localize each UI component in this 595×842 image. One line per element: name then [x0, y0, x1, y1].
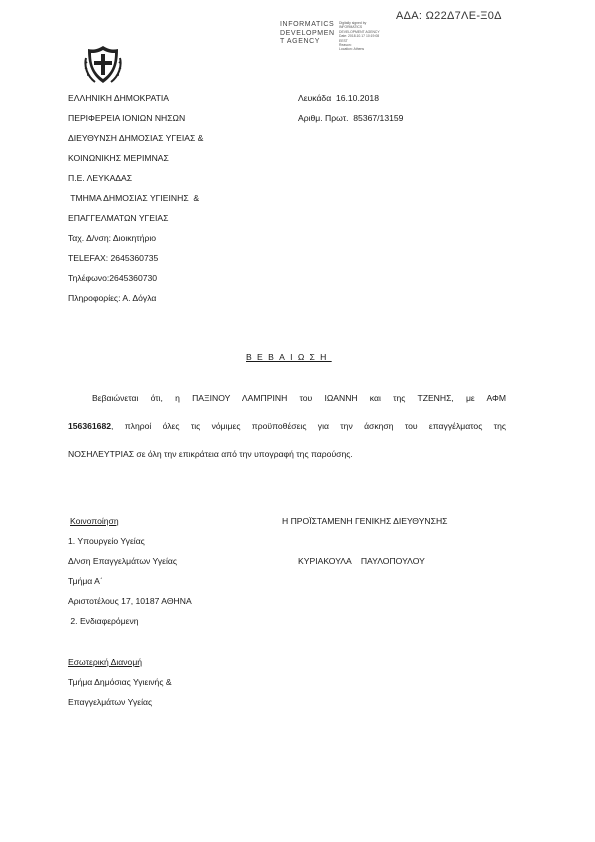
signature-detail-line: DEVELOPMENT AGENCY [339, 29, 380, 34]
place-date: Λευκάδα 16.10.2018 [298, 93, 379, 103]
body-line-3: ΝΟΣΗΛΕΥΤΡΙΑΣ σε όλη την επικράτεια από την υπογραφή της παρούσης. [68, 449, 353, 459]
certificate-body [68, 384, 506, 468]
ida-logo-line: DEVELOPMEN [280, 29, 335, 37]
org-region: ΠΕΡΙΦΕΡΕΙΑ ΙΟΝΙΩΝ ΝΗΣΩΝ [68, 113, 186, 123]
signature-detail-line: INFORMATICS [339, 25, 363, 30]
notification-item: Δ/νση Επαγγελμάτων Υγείας [68, 556, 178, 566]
notification-heading: Κοινοποίηση [70, 516, 119, 526]
org-department: ΤΜΗΜΑ ΔΗΜΟΣΙΑΣ ΥΓΙΕΙΝΗΣ & [68, 193, 200, 203]
signatory-name: ΚΥΡΙΑΚΟΥΛΑ ΠΑΥΛΟΠΟΥΛΟΥ [298, 556, 425, 566]
org-directorate-cont: ΚΟΙΝΩΝΙΚΗΣ ΜΕΡΙΜΝΑΣ [68, 153, 169, 163]
signatory-role: Η ΠΡΟΪΣΤΑΜΕΝΗ ΓΕΝΙΚΗΣ ΔΙΕΥΘΥΝΣΗΣ [282, 516, 448, 526]
signature-detail-line: Reason: [339, 43, 352, 48]
org-phone: Τηλέφωνο:2645360730 [68, 273, 158, 283]
body-line-2 [68, 412, 506, 440]
org-info-contact: Πληροφορίες: Α. Δόγλα [68, 293, 157, 303]
org-fax: TELEFAX: 2645360735 [68, 253, 159, 263]
ida-logo-line: INFORMATICS [280, 21, 335, 28]
notification-item: Τμήμα Α΄ [68, 576, 103, 586]
protocol-number: Αριθμ. Πρωτ. 85367/13159 [298, 113, 404, 123]
body-line-1: Βεβαιώνεται ότι, η ΠΑΞΙΝΟΥ ΛΑΜΠΡΙΝΗ του ΙΩΑΝΝΗ και της ΤΖΕΝΗΣ, με ΑΦΜ [92, 393, 506, 403]
signature-detail-line: Date: 2018.10.17 10:19:08 [339, 34, 380, 39]
notification-item: Αριστοτέλους 17, 10187 ΑΘΗΝΑ [68, 596, 192, 606]
notification-item: 1. Υπουργείο Υγείας [68, 536, 145, 546]
body-line-2-text: , πληροί όλες τις νόμιμες προϋποθέσεις για την άσκηση του επαγγέλματος της [111, 421, 506, 431]
internal-distribution-item: Επαγγελμάτων Υγείας [68, 697, 153, 707]
org-directorate: ΔΙΕΥΘΥΝΣΗ ΔΗΜΟΣΙΑΣ ΥΓΕΙΑΣ & [68, 133, 204, 143]
internal-distribution-item: Τμήμα Δημόσιας Υγιεινής & [68, 677, 172, 687]
org-address: Ταχ. Δ/νση: Διοικητήριο [68, 233, 157, 243]
afm-number: 156361682 [68, 421, 112, 431]
ada-code: ΑΔΑ: Ω22Δ7ΛΕ-Ξ0Δ [396, 10, 502, 22]
signature-details [339, 21, 380, 52]
greek-emblem-icon [84, 44, 122, 91]
notification-item: 2. Ενδιαφερόμενη [68, 616, 139, 626]
org-country: ΕΛΛΗΝΙΚΗ ΔΗΜΟΚΡΑΤΙΑ [68, 93, 169, 103]
org-regional-unit: Π.Ε. ΛΕΥΚΑΔΑΣ [68, 173, 133, 183]
org-department-cont: ΕΠΑΓΓΕΛΜΑΤΩΝ ΥΓΕΙΑΣ [68, 213, 169, 223]
ida-logo-line: T AGENCY [280, 38, 321, 45]
internal-distribution-heading: Εσωτερική Διανομή [68, 657, 143, 667]
document-title: ΒΕΒΑΙΩΣΗ [246, 352, 332, 362]
signature-detail-line: EEST [339, 38, 348, 43]
ida-signature-logo [280, 21, 335, 47]
signature-detail-line: Location: Athens [339, 47, 365, 52]
signature-detail-line: Digitally signed by [339, 21, 367, 25]
